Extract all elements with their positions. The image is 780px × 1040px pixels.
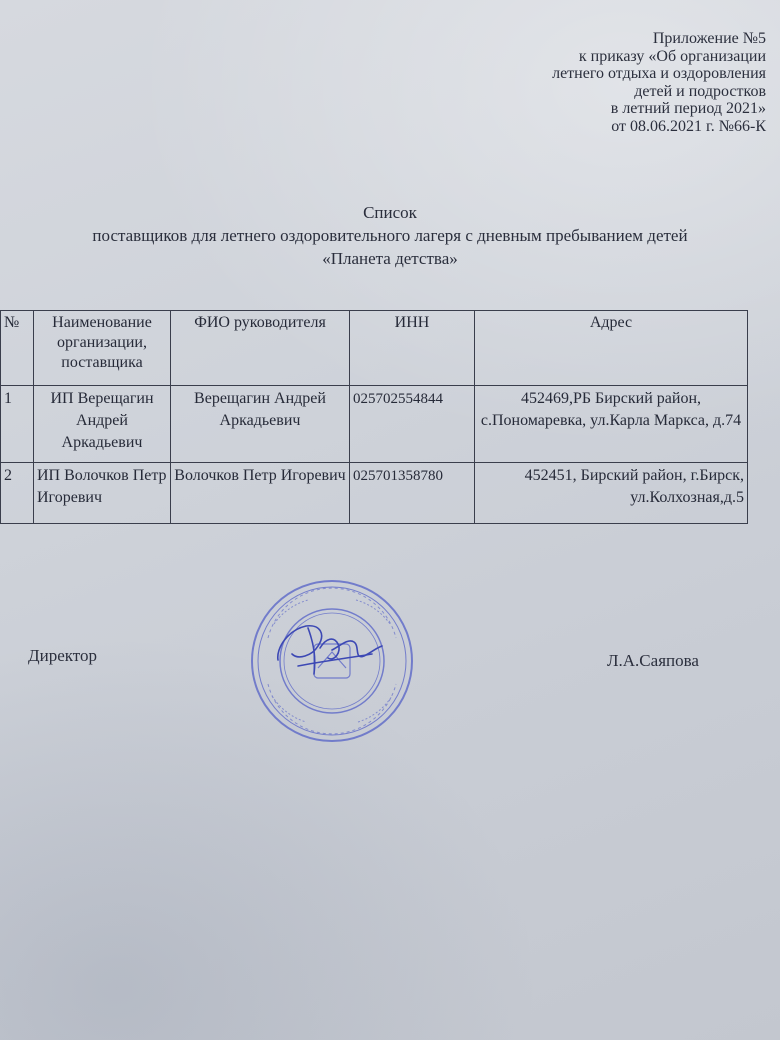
- header-org: Наименование организации, поставщика: [34, 311, 171, 386]
- cell-fio: Верещагин Андрей Аркадьевич: [171, 386, 350, 463]
- header-fio: ФИО руководителя: [171, 311, 350, 386]
- table-row: [1, 386, 748, 463]
- appendix-line: от 08.06.2021 г. №66-К: [611, 117, 766, 135]
- cell-inn: 025702554844: [350, 386, 475, 463]
- title-line: «Планета детства»: [322, 249, 458, 268]
- cell-address: 452451, Бирский район, г.Бирск, ул.Колхозная,д.5: [475, 463, 748, 524]
- header-inn: ИНН: [350, 311, 475, 386]
- appendix-line: к приказу «Об организации: [578, 47, 766, 65]
- appendix-header: [436, 30, 766, 136]
- document-title: [0, 201, 780, 270]
- table-header-row: [1, 311, 748, 386]
- appendix-line: Приложение №5: [652, 30, 766, 47]
- signatory-role: Директор: [28, 646, 97, 665]
- header-num: №: [1, 311, 34, 386]
- cell-org: ИП Верещагин Андрей Аркадьевич: [34, 386, 171, 463]
- suppliers-table: [0, 310, 748, 524]
- cell-address: 452469,РБ Бирский район, с.Пономаревка, ул.Карла Маркса, д.74: [475, 386, 748, 463]
- cell-fio: Волочков Петр Игоревич: [171, 463, 350, 524]
- header-address: Адрес: [475, 311, 748, 386]
- table-row: [1, 463, 748, 524]
- cell-num: 2: [1, 463, 34, 524]
- title-heading: Список: [363, 203, 417, 222]
- appendix-line: в летний период 2021»: [610, 100, 766, 118]
- title-line: поставщиков для летнего оздоровительного лагеря с дневным пребыванием детей: [92, 226, 688, 245]
- cell-inn: 025701358780: [350, 463, 475, 524]
- cell-num: 1: [1, 386, 34, 463]
- appendix-line: летнего отдыха и оздоровления: [552, 65, 766, 83]
- appendix-line: детей и подростков: [634, 82, 766, 100]
- signatory-name: Л.А.Саяпова: [607, 651, 699, 670]
- handwritten-signature-icon: [268, 608, 388, 688]
- cell-org: ИП Волочков Петр Игоревич: [34, 463, 171, 524]
